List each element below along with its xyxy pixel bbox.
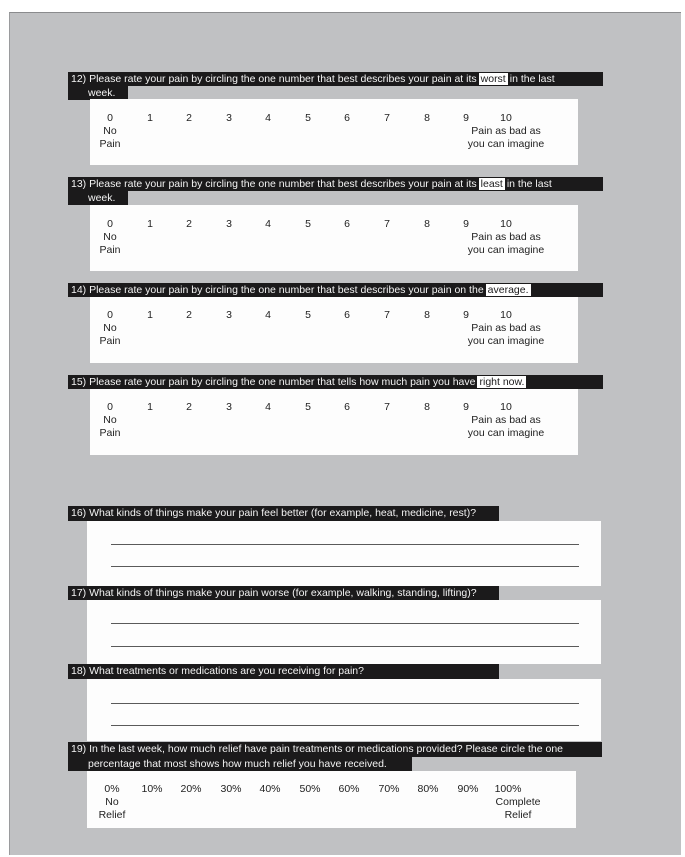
question-14-scale (90, 297, 578, 363)
rating-option-4[interactable]: 4 (265, 309, 271, 321)
question-12-header (68, 72, 603, 86)
rating-option-2[interactable]: 2 (186, 112, 192, 124)
high-label: Relief (504, 809, 532, 821)
relief-option-30[interactable]: 30% (220, 783, 242, 795)
rating-option-6[interactable]: 6 (344, 112, 350, 124)
low-label: No (103, 322, 117, 334)
low-label: No (103, 125, 117, 137)
rating-option-8[interactable]: 8 (424, 401, 430, 413)
question-19-continuation (68, 757, 412, 771)
rating-option-0[interactable]: 0 (107, 112, 113, 124)
high-label: you can imagine (467, 335, 545, 347)
question-17-text: 17) What kinds of things make your pain worse (for example, walking, standing, lifting)? (71, 587, 477, 599)
answer-line[interactable] (111, 544, 579, 545)
question-19-scale (87, 771, 576, 828)
question-13-highlight: least (480, 178, 503, 190)
high-label: Complete (495, 796, 541, 808)
rating-option-8[interactable]: 8 (424, 112, 430, 124)
high-label: you can imagine (467, 427, 545, 439)
rating-option-8[interactable]: 8 (424, 309, 430, 321)
rating-option-9[interactable]: 9 (463, 309, 469, 321)
rating-option-0[interactable]: 0 (107, 218, 113, 230)
relief-option-80[interactable]: 80% (417, 783, 439, 795)
relief-option-20[interactable]: 20% (180, 783, 202, 795)
rating-option-6[interactable]: 6 (344, 309, 350, 321)
high-label: Pain as bad as (471, 125, 541, 137)
relief-option-70[interactable]: 70% (378, 783, 400, 795)
question-14-text: 14) Please rate your pain by circling the one number that best describes your pain on the (71, 284, 484, 296)
rating-option-2[interactable]: 2 (186, 218, 192, 230)
question-17-answer-box (87, 600, 601, 664)
form-page (9, 12, 681, 855)
question-12-scale (90, 99, 578, 165)
question-14-highlight: average. (487, 284, 529, 296)
rating-option-5[interactable]: 5 (305, 218, 311, 230)
low-label: No (103, 231, 117, 243)
rating-option-5[interactable]: 5 (305, 112, 311, 124)
question-19-text-line1: 19) In the last week, how much relief have pain treatments or medications provided? Please circle the one (71, 743, 564, 755)
rating-option-6[interactable]: 6 (344, 218, 350, 230)
question-15-header (68, 375, 603, 389)
question-13-continuation-text: week. (88, 192, 116, 204)
rating-option-3[interactable]: 3 (226, 309, 232, 321)
question-15-highlight: right now. (479, 376, 525, 388)
rating-option-8[interactable]: 8 (424, 218, 430, 230)
rating-option-3[interactable]: 3 (226, 112, 232, 124)
rating-option-4[interactable]: 4 (265, 218, 271, 230)
low-label: Pain (99, 244, 121, 256)
question-12-continuation-text: week. (88, 87, 116, 99)
rating-option-0[interactable]: 0 (107, 401, 113, 413)
rating-option-1[interactable]: 1 (147, 112, 153, 124)
relief-option-0[interactable]: 0% (104, 783, 120, 795)
rating-option-9[interactable]: 9 (463, 401, 469, 413)
rating-option-4[interactable]: 4 (265, 401, 271, 413)
rating-option-7[interactable]: 7 (384, 309, 390, 321)
answer-line[interactable] (111, 725, 579, 726)
rating-option-6[interactable]: 6 (344, 401, 350, 413)
question-16-answer-box (87, 521, 601, 586)
high-label: you can imagine (467, 138, 545, 150)
question-16-text: 16) What kinds of things make your pain feel better (for example, heat, medicine, rest)? (71, 507, 477, 519)
high-label: you can imagine (467, 244, 545, 256)
question-13-scale (90, 205, 578, 271)
low-label: Pain (99, 427, 121, 439)
rating-option-9[interactable]: 9 (463, 112, 469, 124)
relief-option-100[interactable]: 100% (494, 783, 522, 795)
question-12-highlight: worst (480, 73, 506, 85)
question-18-header (68, 664, 499, 679)
answer-line[interactable] (111, 623, 579, 624)
question-13-continuation (68, 191, 128, 205)
rating-option-7[interactable]: 7 (384, 401, 390, 413)
answer-line[interactable] (111, 703, 579, 704)
relief-option-10[interactable]: 10% (141, 783, 163, 795)
answer-line[interactable] (111, 646, 579, 647)
rating-option-2[interactable]: 2 (186, 309, 192, 321)
question-18-text: 18) What treatments or medications are you receiving for pain? (71, 665, 364, 677)
rating-option-3[interactable]: 3 (226, 401, 232, 413)
question-16-header (68, 506, 499, 521)
high-label: Pain as bad as (471, 322, 541, 334)
question-14-header (68, 283, 603, 297)
relief-option-60[interactable]: 60% (338, 783, 360, 795)
rating-option-1[interactable]: 1 (147, 218, 153, 230)
question-12-text-after: in the last (509, 73, 555, 85)
high-label: Pain as bad as (471, 414, 541, 426)
question-19-header (68, 742, 602, 757)
answer-line[interactable] (111, 566, 579, 567)
relief-option-50[interactable]: 50% (299, 783, 321, 795)
rating-option-5[interactable]: 5 (305, 401, 311, 413)
question-12-text: 12) Please rate your pain by circling the one number that best describes your pain at its (71, 73, 477, 85)
rating-option-4[interactable]: 4 (265, 112, 271, 124)
low-label: No (105, 796, 119, 808)
low-label: Pain (99, 335, 121, 347)
rating-option-2[interactable]: 2 (186, 401, 192, 413)
question-13-text: 13) Please rate your pain by circling the one number that best describes your pain at its (71, 178, 477, 190)
question-17-header (68, 586, 499, 600)
rating-option-10[interactable]: 10 (500, 112, 512, 124)
rating-option-1[interactable]: 1 (147, 309, 153, 321)
question-18-answer-box (87, 679, 601, 741)
rating-option-10[interactable]: 10 (500, 218, 512, 230)
question-13-header (68, 177, 603, 191)
question-15-scale (90, 389, 578, 455)
question-13-text-after: in the last (506, 178, 552, 190)
question-15-text: 15) Please rate your pain by circling the one number that tells how much pain you have (71, 376, 476, 388)
relief-option-90[interactable]: 90% (457, 783, 479, 795)
rating-option-10[interactable]: 10 (500, 401, 512, 413)
high-label: Pain as bad as (471, 231, 541, 243)
rating-option-10[interactable]: 10 (500, 309, 512, 321)
rating-option-7[interactable]: 7 (384, 112, 390, 124)
question-12-continuation (68, 86, 128, 100)
relief-option-40[interactable]: 40% (259, 783, 281, 795)
rating-option-0[interactable]: 0 (107, 309, 113, 321)
rating-option-1[interactable]: 1 (147, 401, 153, 413)
rating-option-3[interactable]: 3 (226, 218, 232, 230)
rating-option-5[interactable]: 5 (305, 309, 311, 321)
low-label: Pain (99, 138, 121, 150)
low-label: No (103, 414, 117, 426)
rating-option-7[interactable]: 7 (384, 218, 390, 230)
low-label: Relief (98, 809, 126, 821)
question-19-text-line2: percentage that most shows how much relief you have received. (88, 758, 387, 770)
rating-option-9[interactable]: 9 (463, 218, 469, 230)
